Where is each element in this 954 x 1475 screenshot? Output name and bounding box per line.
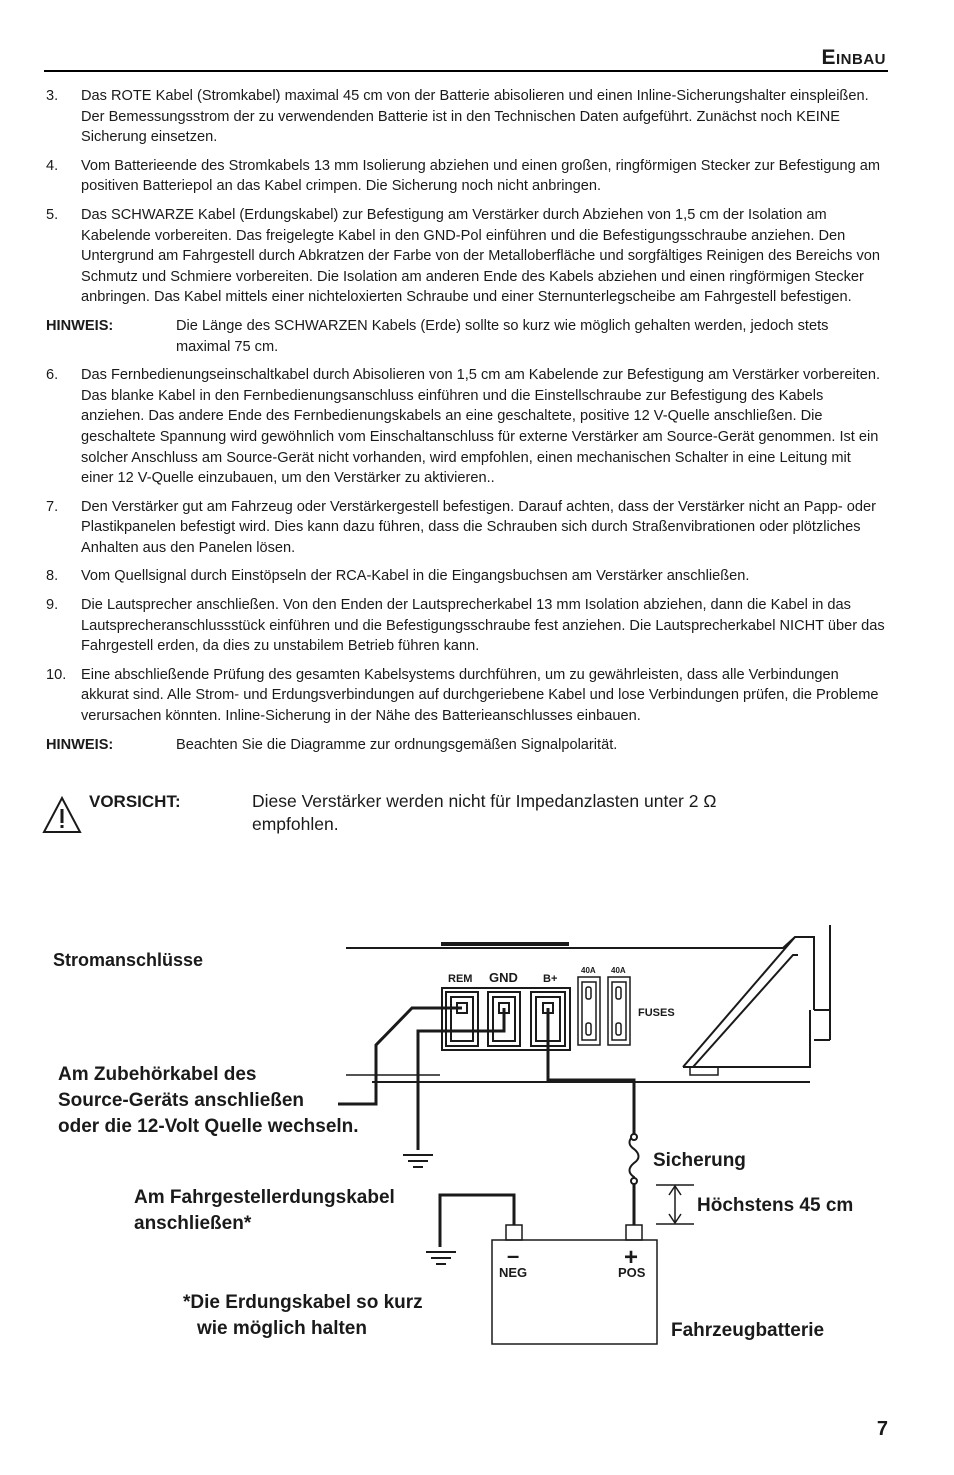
wiring-diagram-svg bbox=[0, 915, 954, 1365]
caution-label: VORSICHT: bbox=[89, 792, 181, 811]
step-text: Das SCHWARZE Kabel (Erdungskabel) zur Befestigung am Verstärker durch Abziehen von 1,5 cm der Isolation am Kabelende vorbereiten. Das freigelegte Kabel in den GND-Pol einführen und die Befestigungsschraube anziehen. Den Untergrund am Fahrgestell durch Abkratzen der Farbe von der Metalloberfläche und sorgfältiges Reinigen des Bereichs von Schmutz und Schmiere vorbereiten. Die Isolation am anderen Ende des Kabels abziehen und einen ringförmigen Stecker anbringen. Das Kabel mittels einer nichteloxierten Schraube und einer Sternunterlegscheibe am Fahrgestell befestigen. bbox=[81, 206, 881, 306]
step-text: Vom Quellsignal durch Einstöpseln der RCA-Kabel in die Eingangsbuchsen am Verstärker anschließen. bbox=[81, 568, 750, 585]
fuse-label: Sicherung bbox=[653, 1150, 746, 1171]
bplus-terminal-label: B+ bbox=[543, 973, 558, 985]
header-divider bbox=[44, 70, 888, 72]
power-connection-diagram bbox=[0, 915, 954, 1370]
fuse1-rating-label: 40A bbox=[581, 966, 596, 975]
ground-note-line-1: *Die Erdungskabel so kurz bbox=[183, 1292, 423, 1313]
fuse-holders bbox=[578, 977, 630, 1045]
section-title: Einbau bbox=[821, 46, 886, 69]
battery-pos-label: POS bbox=[618, 1265, 646, 1280]
step-number: 3. bbox=[46, 88, 59, 104]
amplifier-top-bar bbox=[441, 942, 569, 946]
installation-steps bbox=[46, 86, 886, 763]
max-distance-label: Höchstens 45 cm bbox=[697, 1195, 854, 1216]
step-number: 10. bbox=[46, 666, 67, 683]
caution-text: Diese Verstärker werden nicht für Impedanzlasten unter 2 Ω empfohlen. bbox=[252, 791, 717, 834]
note-text: Die Länge des SCHWARZEN Kabels (Erde) sollte so kurz wie möglich gehalten werden, jedoch stets maximal 75 cm. bbox=[176, 317, 829, 355]
battery-positive-symbol: + bbox=[624, 1244, 639, 1271]
chassis-label-line-1: Am Fahrgestellerdungskabel bbox=[134, 1187, 395, 1208]
terminal-block bbox=[442, 988, 570, 1050]
remote-label-line-3: oder die 12-Volt Quelle wechseln. bbox=[58, 1116, 359, 1137]
step-text: Das Fernbedienungseinschaltkabel durch Abisolieren von 1,5 cm am Kabelende zur Befestigung am Verstärker vorbereiten. Das blanke Kabel in den Fernbedienungsanschluss einführen und die Einstellschraube zur Befestigung des Kabels anziehen. Das andere Ende des Fernbedienungskabels an eine geschaltete, positive 12 V-Quelle anschließen. Die geschaltete Spannung wird gewöhnlich vom Einschaltanschluss für externe Verstärker am Source-Gerät genommen. Ist ein solcher Anschluss am Source-Gerät nicht vorhanden, wird empfohlen, einen mechanischen Schalter in eine Leitung mit einer 12 V-Quelle einzubauen, um den Verstärker zu aktivieren.. bbox=[81, 367, 881, 487]
fuse2-rating-label: 40A bbox=[611, 966, 626, 975]
fuses-label: FUSES bbox=[638, 1007, 675, 1019]
ground-note-line-2: wie möglich halten bbox=[197, 1318, 367, 1339]
inline-fuse-icon bbox=[630, 1135, 639, 1183]
step-number: 8. bbox=[46, 568, 59, 585]
step-7 bbox=[46, 497, 886, 559]
step-8 bbox=[46, 566, 886, 587]
step-number: 4. bbox=[46, 157, 59, 174]
battery-label: Fahrzeugbatterie bbox=[671, 1320, 825, 1341]
note-text: Beachten Sie die Diagramme zur ordnungsgemäßen Signalpolarität. bbox=[176, 736, 618, 753]
warning-triangle-icon bbox=[42, 796, 82, 834]
chassis-ground-symbol-icon bbox=[426, 1252, 456, 1264]
step-3 bbox=[46, 86, 886, 148]
note-ground-length bbox=[46, 316, 886, 357]
step-4 bbox=[46, 156, 886, 197]
ground-symbol-icon bbox=[403, 1155, 433, 1167]
step-text: Den Verstärker gut am Fahrzeug oder Verstärkergestell befestigen. Darauf achten, dass der Verstärker nicht an Papp- oder Plastikpanelen befestigt wird. Dies kann dazu führen, dass die Schrauben sich durch Straßenvibrationen oder plötzliches Anhalten aus den Panelen lösen. bbox=[81, 498, 876, 556]
remote-label-line-1: Am Zubehörkabel des bbox=[58, 1064, 257, 1085]
step-text: Eine abschließende Prüfung des gesamten Kabelsystems durchführen, um zu gewährleisten, dass alle Verbindungen akkurat sind. Alle Strom- und Erdungsverbindungen auf durchgeriebene Kabel und lose Verbindungen prüfen, die Probleme verursachen könnten. Inline-Sicherung in der Nähe des Batterieanschlusses einbauen. bbox=[81, 666, 879, 725]
step-9 bbox=[46, 595, 886, 657]
distance-arrow-icon bbox=[656, 1185, 694, 1224]
chassis-ground-label bbox=[134, 1185, 395, 1237]
battery-neg-label: NEG bbox=[499, 1265, 528, 1280]
step-number: 7. bbox=[46, 498, 59, 515]
caution-box bbox=[42, 790, 842, 840]
note-polarity bbox=[46, 735, 886, 756]
step-text: Die Lautsprecher anschließen. Von den Enden der Lautsprecherkabel 13 mm Isolation abziehen, dann die Kabel in das Lautsprecheranschlussstück einführen und die Befestigungsschraube fest anziehen. Die Lautsprecherkabel NICHT über das Fahrgestell erden, da dies zu unstabilem Betrieb führen kann. bbox=[81, 597, 885, 655]
remote-label-line-2: Source-Geräts anschließen bbox=[58, 1090, 305, 1111]
fuse-end-bottom bbox=[631, 1178, 637, 1184]
remote-connection-label bbox=[58, 1062, 359, 1140]
step-text: Vom Batterieende des Stromkabels 13 mm Isolierung abziehen und einen großen, ringförmigen Stecker zur Befestigung am positiven Batteriepol an das Kabel crimpen. Die Sicherung noch nicht anbringen. bbox=[81, 157, 881, 195]
note-label: HINWEIS: bbox=[46, 736, 114, 753]
step-number: 9. bbox=[46, 597, 59, 614]
step-6 bbox=[46, 365, 886, 489]
step-10 bbox=[46, 665, 886, 727]
battery-negative-symbol: – bbox=[507, 1243, 520, 1268]
ground-length-note bbox=[183, 1290, 423, 1342]
step-number: 5. bbox=[46, 206, 59, 223]
step-number: 6. bbox=[46, 367, 59, 384]
rem-terminal-label: REM bbox=[448, 973, 473, 985]
diagram-title: Stromanschlüsse bbox=[53, 950, 204, 970]
chassis-label-line-2: anschließen* bbox=[134, 1213, 252, 1234]
page-number: 7 bbox=[876, 1418, 888, 1440]
step-text: Das ROTE Kabel (Stromkabel) maximal 45 cm von der Batterie abisolieren und einen Inline-Sicherungshalter einspleißen. Der Bemessungsstrom der zu verwendenden Batterie ist in den Technischen Daten aufgeführt. Zunächst noch KEINE Sicherung einsetzen. bbox=[81, 88, 869, 146]
step-5 bbox=[46, 205, 886, 308]
amplifier-foot bbox=[690, 1067, 718, 1075]
note-label: HINWEIS: bbox=[46, 317, 114, 334]
gnd-terminal-label: GND bbox=[489, 970, 518, 985]
fuse-end-top bbox=[631, 1134, 637, 1140]
